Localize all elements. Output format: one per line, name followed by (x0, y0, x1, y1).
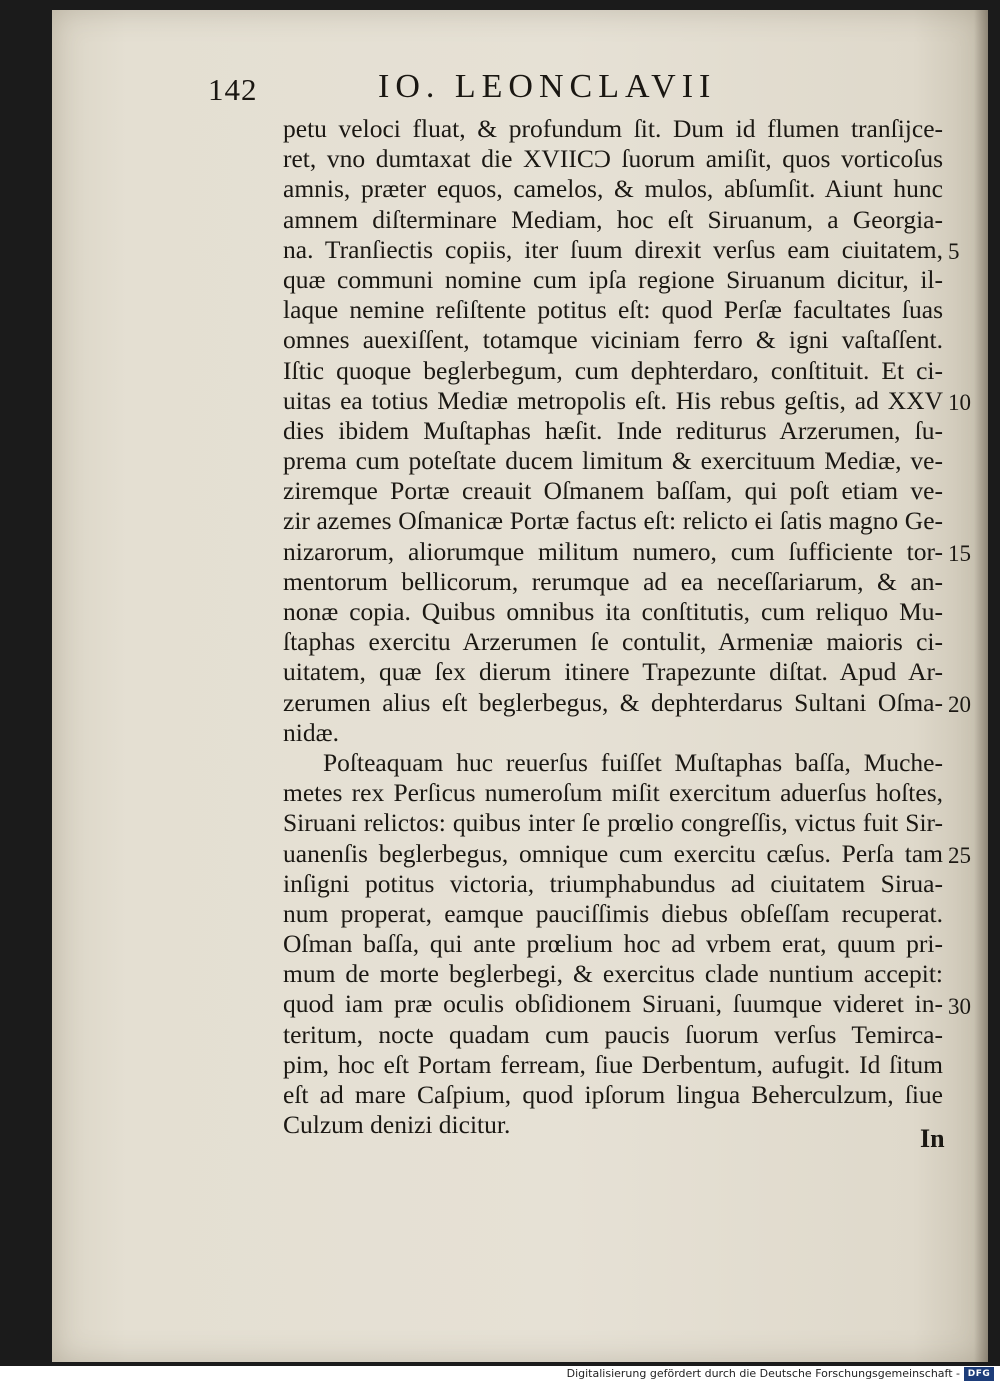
footer-credit: Digitalisierung gefördert durch die Deutsche Forschungsgemeinschaft - (566, 1367, 960, 1380)
text-line: laque nemine reſiſtente potitus eſt: quod Perſæ facultates ſuas (283, 295, 943, 325)
text-line: petu veloci fluat, & profundum ſit. Dum id flumen tranſijce- (283, 114, 943, 143)
text-line: Iſtic quoque beglerbegum, cum dephterdaro, conſtituit. Et ci- (283, 355, 943, 385)
text-line: Culzum denizi dicitur. (283, 1110, 511, 1140)
line-number: 20 (948, 691, 971, 717)
digitization-footer (0, 1366, 1000, 1383)
line-number: 25 (948, 842, 971, 868)
text-line: uitas ea totius Mediæ metropolis eſt. His rebus geſtis, ad XXV (283, 385, 943, 415)
catchword: In (920, 1124, 945, 1153)
text-line: amnis, præter equos, camelos, & mulos, abſumſit. Aiunt hunc (283, 174, 943, 204)
text-line: ſtaphas exercitu Arzerumen ſe contulit, Armeniæ maioris ci- (283, 627, 943, 657)
text-line: quod iam præ oculis obſidionem Siruani, ſuumque videret in- (283, 989, 943, 1019)
text-line: zerumen alius eſt beglerbegus, & dephterdarus Sultani Oſma- (283, 687, 943, 717)
text-line: inſigni potitus victoria, triumphabundus ad ciuitatem Sirua- (283, 868, 943, 898)
paragraph (283, 114, 943, 748)
line-number: 30 (948, 993, 971, 1019)
page-number: 142 (208, 72, 258, 107)
text-line: num properat, eamque pauciſſimis diebus obſeſſam recuperat. (283, 898, 943, 928)
text-line: zir azemes Oſmanicæ Portæ factus eſt: relicto ei ſatis magno Ge- (283, 506, 943, 536)
running-title: IO. LEONCLAVII (378, 68, 717, 105)
text-line: mum de morte beglerbegi, & exercitus clade nuntium accepit: (283, 959, 943, 989)
dfg-logo: DFG (964, 1367, 994, 1381)
text-line: amnem diſterminare Mediam, hoc eſt Siruanum, a Georgia- (283, 204, 943, 234)
text-line: uitatem, quæ ſex dierum itinere Trapezunte diſtat. Apud Ar- (283, 657, 943, 687)
text-line: ziremque Portæ creauit Oſmanem baſſam, qui poſt etiam ve- (283, 476, 943, 506)
text-line: nonæ copia. Quibus omnibus ita conſtitutis, cum reliquo Mu- (283, 597, 943, 626)
paragraph (283, 748, 943, 1140)
page-edge-shadow (974, 10, 988, 1362)
text-line: mentorum bellicorum, rerumque ad ea neceſſariarum, & an- (283, 566, 943, 596)
body-text (283, 114, 943, 1140)
text-line: dies ibidem Muſtaphas hæſit. Inde rediturus Arzerumen, ſu- (283, 415, 943, 445)
text-line: eſt ad mare Caſpium, quod ipſorum lingua Beherculzum, ſiue (283, 1080, 943, 1109)
text-line: Oſman baſſa, qui ante prœlium hoc ad vrbem erat, quum pri- (283, 929, 943, 959)
line-number: 10 (948, 389, 971, 415)
text-line: pim, hoc eſt Portam ferream, ſiue Derbentum, aufugit. Id ſitum (283, 1049, 943, 1079)
text-line: na. Tranſiectis copiis, iter ſuum direxit verſus eam ciuitatem, (283, 234, 943, 264)
text-line: nizarorum, aliorumque militum numero, cum ſufficiente tor- (283, 536, 943, 566)
text-line: prema cum poteſtate ducem limitum & exercituum Mediæ, ve- (283, 446, 943, 476)
text-line: omnes auexiſſent, totamque viciniam ferro & igni vaſtaſſent. (283, 325, 943, 355)
text-line: ret, vno dumtaxat die XVIICƆ ſuorum amiſit, quos vorticoſus (283, 144, 943, 174)
text-line: quæ communi nomine cum ipſa regione Siruanum dicitur, il- (283, 264, 943, 294)
text-line: teritum, nocte quadam cum paucis ſuorum verſus Temirca- (283, 1019, 943, 1049)
line-number: 15 (948, 540, 971, 566)
text-line: nidæ. (283, 717, 339, 747)
text-line: Poſteaquam huc reuerſus fuiſſet Muſtaphas baſſa, Muche- (323, 747, 943, 777)
page-header (208, 68, 928, 118)
text-line: Siruani relictos: quibus inter ſe prœlio congreſſis, victus fuit Sir- (283, 808, 943, 838)
line-number: 5 (948, 238, 960, 264)
text-line: uanenſis beglerbegus, omnique cum exercitu cæſus. Perſa tam (283, 838, 943, 868)
text-line: metes rex Perſicus numeroſum miſit exercitum aduerſus hoſtes, (283, 778, 943, 808)
